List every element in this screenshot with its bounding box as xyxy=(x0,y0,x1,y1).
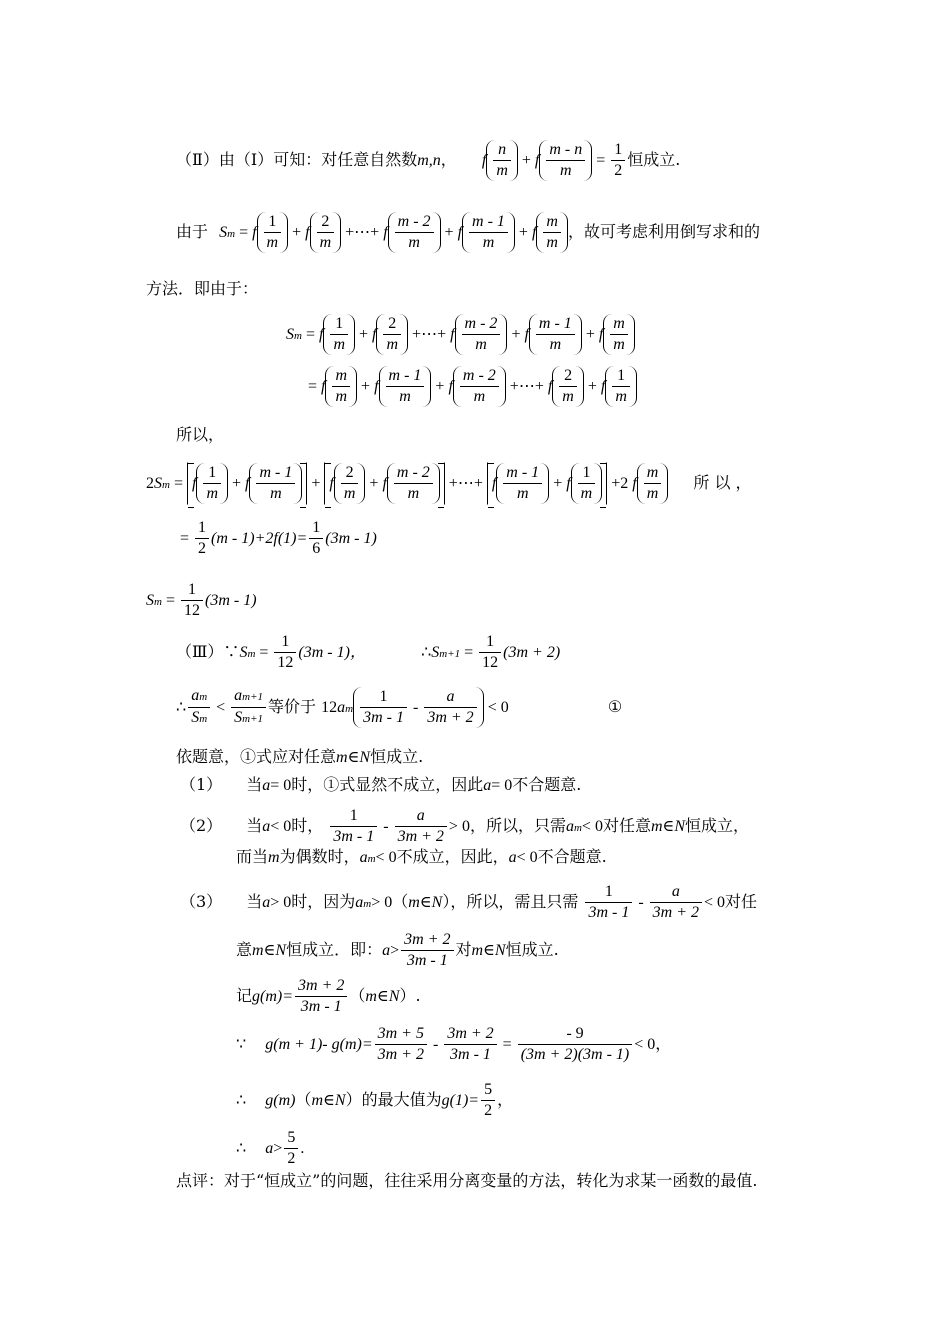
text: 所以， xyxy=(176,425,225,444)
case-3-max: ∴ g(m)（m∈N）的最大值为g(1)= $\frac{5}{2}$ ， xyxy=(236,1081,514,1119)
case-3-diff: ∵ g(m + 1)- g(m)= $\frac{3m + 5}{3m + 2}$ - $\frac{3m + 2}{3m - 1}$ = $\frac{- 9}{(3m + 2)(3m - 1)}$ < 0， xyxy=(236,1025,672,1063)
paragraph-so xyxy=(176,424,224,446)
text: 为偶数时， xyxy=(279,847,360,866)
text: 当 xyxy=(246,775,263,794)
text: 方法．即由于： xyxy=(146,279,259,298)
text: 恒成立. xyxy=(627,150,681,169)
text: 由于 xyxy=(176,222,209,241)
text: ）的最大值为 xyxy=(345,1090,442,1109)
text: ， xyxy=(497,1090,514,1109)
paragraph-part-3: （Ⅲ）∵Sm = $\frac{1}{12}$ (3m - 1)， ∴Sm+1 = $\frac{1}{12}$ (3m + 2) xyxy=(176,633,561,671)
equation-reverse: = f $\frac{m}{m}$ + f $\frac{m - 1}{m}$ + f $\frac{m - 2}{m}$ +⋯+ f $\frac{2}{m}$ + f $\frac{1}{m}$ xyxy=(304,366,637,407)
equation-double-sum-result: = $\frac{1}{2}$ (m - 1)+2f(1)= $\frac{1}{6}$ (3m - 1) xyxy=(180,519,377,557)
text: 时， xyxy=(291,816,324,835)
text: 对任意 xyxy=(602,816,651,835)
paragraph-condition: 依题意，①式应对任意m∈N恒成立. xyxy=(176,747,424,766)
text: 恒成立. xyxy=(505,940,559,959)
text: ∴ xyxy=(236,1090,247,1109)
text: 依题意，①式应对任意 xyxy=(176,747,337,766)
text: 时，因为 xyxy=(291,892,356,911)
text: ）. xyxy=(399,986,421,1005)
equation-double-sum: 2Sm = f $\frac{1}{m}$ + f $\frac{m - 1}{m}$ + f $\frac{2}{m}$ + f $\frac{m - 2}{m}$ +⋯+ f $\frac{m - 1}{m}$ + f $\frac{1}{m}$ +2 f $\frac{m}{m}$ 所 以 ， xyxy=(146,462,752,505)
text: ，故可考虑利用倒写求和的 xyxy=(567,222,760,241)
text: 点评：对于“恒成立”的问题，往往采用分离变量的方法，转化为求某一函数的最值. xyxy=(176,1171,758,1190)
circle-marker: ① xyxy=(607,697,623,716)
text: ∴ xyxy=(236,1138,247,1157)
math-vars: m,n xyxy=(417,152,441,169)
case-3-cont: 意m∈N恒成立．即：a> $\frac{3m + 2}{3m - 1}$ 对m∈N恒成立. xyxy=(236,931,559,969)
case-number: （3） xyxy=(180,892,223,911)
text: ， xyxy=(440,150,457,169)
text: 不合题意. xyxy=(512,775,582,794)
equation-forward: Sm = f $\frac{1}{m}$ + f $\frac{2}{m}$ +⋯+ f $\frac{m - 2}{m}$ + f $\frac{m - 1}{m}$ + f $\frac{m}{m}$ xyxy=(286,314,635,355)
text: （Ⅲ）∵ xyxy=(176,642,240,661)
text: 对 xyxy=(455,940,472,959)
text: （Ⅱ）由（Ⅰ）可知：对任意自然数 xyxy=(176,150,418,169)
text: ∵ xyxy=(236,1034,247,1053)
case-3-final: ∴ a> $\frac{5}{2}$ . xyxy=(236,1129,305,1167)
text: （ xyxy=(349,986,366,1005)
text: 时，①式显然不成立，因此 xyxy=(291,775,484,794)
text: 恒成立， xyxy=(685,816,750,835)
text: （ xyxy=(295,1090,312,1109)
case-number: （1） xyxy=(180,775,223,794)
case-2: （2） 当a< 0时， $\frac{1}{3m - 1}$ - $\frac{a}{3m + 2}$ > 0，所以，只需am< 0对任意m∈N恒成立， xyxy=(180,807,750,845)
case-1: （1） 当a= 0时，①式显然不成立，因此a= 0不合题意. xyxy=(180,775,582,794)
text: 所 以 ， xyxy=(693,473,752,492)
text: 恒成立．即： xyxy=(286,940,383,959)
text: （ xyxy=(392,892,409,911)
text: 不合题意. xyxy=(537,847,607,866)
text: 而当 xyxy=(236,847,269,866)
case-2-cont: 而当m为偶数时，am< 0不成立，因此，a< 0不合题意. xyxy=(236,847,607,866)
paragraph-part-2-intro: （Ⅱ）由（Ⅰ）可知：对任意自然数m,n， f $\frac{n}{m}$ + f $\frac{m - n}{m}$ = $\frac{1}{2}$ 恒成立. xyxy=(176,141,681,179)
text: 不成立，因此， xyxy=(396,847,509,866)
text: 对任 xyxy=(725,892,758,911)
paragraph-inequality: ∴ $\frac{am}{Sm}$ < $\frac{am+1}{Sm+1}$ 等价于 12am $\frac{1}{3m - 1}$ - $\frac{a}{3m + 2}$ < 0 ① xyxy=(176,687,623,726)
paragraph-sum-def: 由于 Sm = f $\frac{1}{m}$ + f $\frac{2}{m}$ +⋯+ f $\frac{m - 2}{m}$ + f $\frac{m - 1}{m}$ + f $\frac{m}{m}$ ，故可考虑利用倒写求和的 xyxy=(176,213,760,251)
case-3-def-g: 记g(m)= $\frac{3m + 2}{3m - 1}$ （m∈N）. xyxy=(236,977,421,1015)
commentary xyxy=(176,1170,757,1192)
equation-sm: Sm = $\frac{1}{12}$ (3m - 1) xyxy=(146,581,257,619)
text: 等价于 xyxy=(268,697,317,716)
case-3: （3） 当a> 0时，因为am> 0（m∈N），所以，需且只需 $\frac{1}{3m - 1}$ - $\frac{a}{3m + 2}$ < 0对任 xyxy=(180,883,758,921)
text: ，所以，只需 xyxy=(469,816,566,835)
text: 意 xyxy=(236,940,253,959)
text: 记 xyxy=(236,986,253,1005)
paragraph-method xyxy=(146,278,258,300)
text: 恒成立. xyxy=(370,747,424,766)
text: 当 xyxy=(246,816,263,835)
case-number: （2） xyxy=(180,816,223,835)
text: 当 xyxy=(246,892,263,911)
text: ），所以，需且只需 xyxy=(442,892,579,911)
